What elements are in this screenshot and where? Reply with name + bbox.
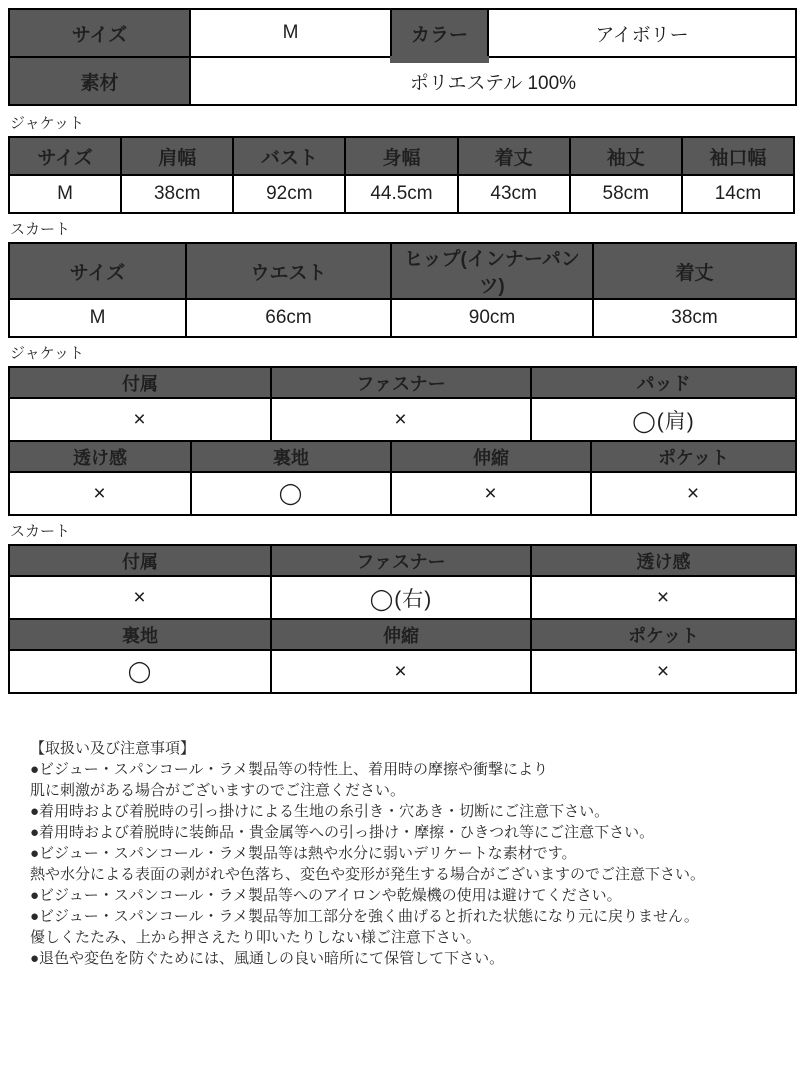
table-row [9,472,796,515]
value-cell: × [9,398,271,441]
header-cell: 透け感 [531,545,796,576]
header-cell: 透け感 [9,441,191,472]
header-cell: ファスナー [271,545,531,576]
header-cell: パッド [531,367,796,398]
header-cell: 伸縮 [271,619,531,650]
header-cell: 肩幅 [121,137,233,175]
table-row [9,137,794,175]
header-cell: 付属 [9,545,271,576]
skirt-details-table-lower [8,618,797,694]
color-value-cell: アイボリー [488,9,796,57]
material-value-cell: ポリエステル 100% [190,57,796,105]
note-line: 優しくたたみ、上から押さえたり叩いたりしない様ご注意下さい。 [30,929,481,946]
note-line: ●着用時および着脱時に装飾品・貴金属等への引っ掛け・摩擦・ひきつれ等にご注意下さい。 [30,824,655,841]
header-cell: 着丈 [593,243,796,299]
value-cell: 38cm [121,175,233,213]
value-cell: × [531,576,796,619]
header-cell: ポケット [531,619,796,650]
header-cell: 裏地 [9,619,271,650]
size-header-cell: サイズ [9,9,190,57]
value-cell: × [591,472,796,515]
header-cell: 裏地 [191,441,391,472]
product-info-table [8,8,797,106]
value-cell: × [391,472,591,515]
value-cell: ◯ [191,472,391,515]
value-cell: × [271,650,531,693]
note-line: ●退色や変色を防ぐためには、風通しの良い暗所にて保管して下さい。 [30,950,505,967]
table-row [9,243,796,299]
note-line: ●ビジュー・スパンコール・ラメ製品等加工部分を強く曲げると折れた状態になり元に戻りません。 [30,908,699,925]
value-cell: 38cm [593,299,796,337]
header-cell: ウエスト [186,243,391,299]
value-cell: 43cm [458,175,570,213]
value-cell: 58cm [570,175,682,213]
section-label-jacket-details: ジャケット [10,345,84,362]
table-row [9,576,796,619]
value-cell: ◯(右) [271,576,531,619]
note-line: ●ビジュー・スパンコール・ラメ製品等の特性上、着用時の摩擦や衝撃により [30,761,549,778]
header-cell: バスト [233,137,345,175]
value-cell: 14cm [682,175,794,213]
jacket-details-table-upper [8,366,797,442]
skirt-details-table-upper [8,544,797,620]
value-cell: ◯(肩) [531,398,796,441]
jacket-details-table-lower [8,440,797,516]
header-cell: 着丈 [458,137,570,175]
value-cell: 92cm [233,175,345,213]
note-line: ●ビジュー・スパンコール・ラメ製品等は熱や水分に弱いデリケートな素材です。 [30,845,577,862]
value-cell: 66cm [186,299,391,337]
table-row [9,441,796,472]
table-row [9,175,794,213]
header-cell: サイズ [9,137,121,175]
section-label-skirt: スカート [10,221,71,238]
table-row [9,367,796,398]
value-cell: × [271,398,531,441]
table-row [9,398,796,441]
table-row [9,650,796,693]
jacket-size-table [8,136,795,214]
note-line: 熱や水分による表面の剥がれや色落ち、変色や変形が発生する場合がございますのでご注意下さい。 [30,866,706,883]
header-cell: ヒップ(インナーパンツ) [391,243,593,299]
value-cell: 90cm [391,299,593,337]
care-notes [30,738,800,969]
value-cell: × [9,576,271,619]
header-cell: 袖口幅 [682,137,794,175]
value-cell: ◯ [9,650,271,693]
value-cell: × [9,472,191,515]
header-cell: 袖丈 [570,137,682,175]
material-header-cell: 素材 [9,57,190,105]
table-row [9,57,796,105]
header-cell: ファスナー [271,367,531,398]
note-line: ●着用時および着脱時の引っ掛けによる生地の糸引き・穴あき・切断にご注意下さい。 [30,803,610,820]
note-line: 肌に刺激がある場合がございますのでご注意ください。 [30,782,406,799]
table-row [9,9,796,57]
table-row [9,545,796,576]
value-cell: × [531,650,796,693]
note-line: ●ビジュー・スパンコール・ラメ製品等へのアイロンや乾燥機の使用は避けてください。 [30,887,622,904]
section-label-skirt-details: スカート [10,523,71,540]
table-row [9,619,796,650]
value-cell: M [9,299,186,337]
value-cell: 44.5cm [345,175,457,213]
skirt-size-table [8,242,797,338]
header-cell: 付属 [9,367,271,398]
section-label-jacket: ジャケット [10,115,84,132]
header-cell: 身幅 [345,137,457,175]
value-cell: M [9,175,121,213]
table-row [9,299,796,337]
header-cell: ポケット [591,441,796,472]
header-cell: サイズ [9,243,186,299]
color-header-cell: カラー [391,9,488,57]
notes-title: 【取扱い及び注意事項】 [30,740,196,757]
size-value-cell: M [190,9,391,57]
header-cell: 伸縮 [391,441,591,472]
